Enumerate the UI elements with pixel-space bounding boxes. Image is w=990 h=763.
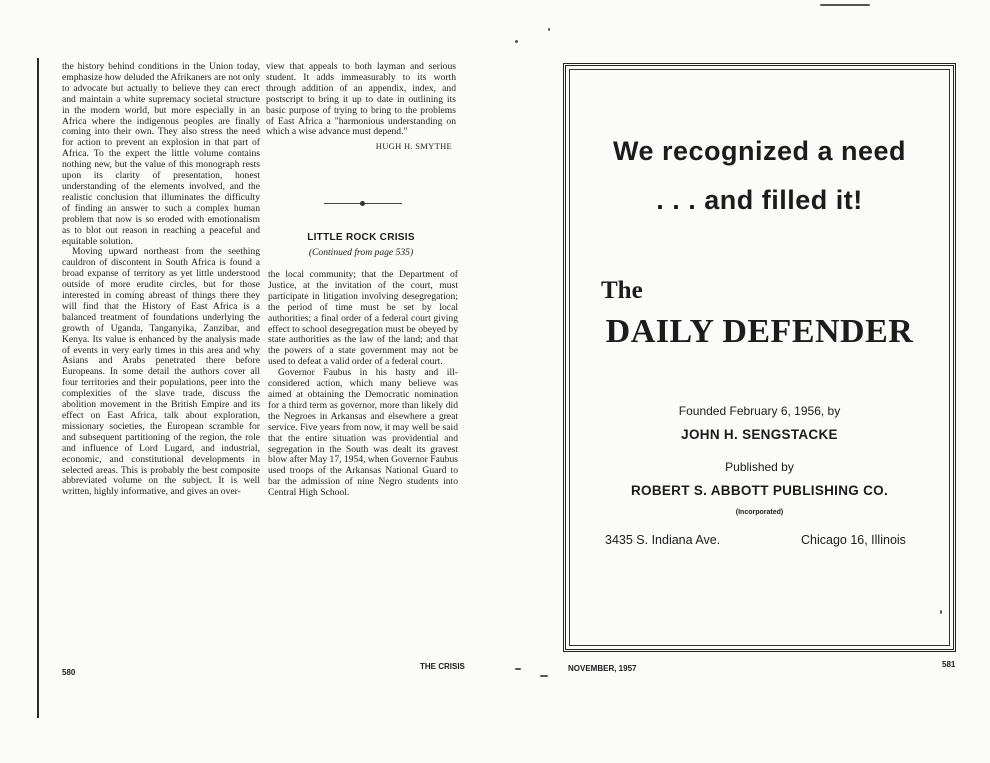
ad-incorporated: (Incorporated): [735, 509, 784, 516]
review-signature: HUGH H. SMYTHE: [375, 141, 452, 152]
scan-speck: [548, 28, 550, 31]
scan-speck: [515, 668, 521, 670]
ad-the: The: [601, 277, 643, 304]
paragraph: Moving upward northeast from the seething cauldron of discontent in South Africa is found a broad expanse of territory as yet little understood outside of more erudite circles, but for those interested in coming abreast of things there they will find that the History of East Africa is a balanced treatment of foundations underlying the growth of Uganda, Tanganyika, Zanzibar, and Kenya. Its value is enhanced by the analysis made of events in very early times in this area and why Asians and Arabs penetrated there before Europeans. In some detail the authors cover all four territories and their populations, peer into the complexities of the slave trade, discuss the abolition movement in the British Empire and its effect on East Africa, talk about exploration, missionary societies, the European scramble for and subsequent partitioning of the region, the role and influence of Lord Lugard, and industrial, economic, and constitutional developments in selected areas. This is probably the best composite abbreviated volume on the subject. It is well written, highly informative, and gives an over-: [62, 246, 260, 498]
ad-founded-line: Founded February 6, 1956, by: [678, 404, 841, 418]
left-page-number: 580: [62, 668, 76, 677]
middle-column-article: [268, 270, 458, 499]
ad-paper-name: DAILY DEFENDER: [605, 313, 914, 350]
paragraph: the local community; that the Department of Justice, at the invitation of the court, must participate in litigation involving desegregation; the period of time must be set by local authorities; a final order of a federal court giving effect to school desegregation must be obeyed by state authorities as the law of the land; and that the powers of a state government may not be used to defeat a valid order of a federal court.: [268, 269, 458, 368]
date-line: NOVEMBER, 1957: [568, 664, 637, 673]
scan-speck: [940, 610, 942, 614]
middle-column-top: [266, 62, 456, 152]
ad-headline-line-2: . . . and filled it!: [656, 185, 863, 215]
ad-address: 3435 S. Indiana Ave.: [605, 533, 721, 547]
running-title: THE CRISIS: [420, 662, 465, 671]
scan-speck: [820, 4, 870, 6]
paragraph: Governor Faubus in his hasty and ill-considered action, which many believe was aimed at obtaining the Democratic nomination for a third term as governor, more than likely did the Negroes in Arkansas and elsewhere a great service. Five years from now, it may well be said that the entire situation was providential and segregation in the South was dealt its gravest blow after May 17, 1954, when Governor Faubus used troops of the Arkansas National Guard to bar the admission of nine Negro students into Central High School.: [268, 367, 458, 499]
right-page-number: 581: [942, 660, 956, 669]
section-divider-ornament: [360, 201, 365, 206]
scan-speck: [515, 40, 518, 43]
left-column: [62, 62, 260, 498]
left-binding-mark: [37, 58, 39, 718]
ad-founder: JOHN H. SENGSTACKE: [681, 427, 838, 442]
ad-city: Chicago 16, Illinois: [801, 533, 906, 547]
scan-speck: [540, 675, 548, 677]
ad-headline-line-1: We recognized a need: [612, 136, 907, 166]
article-continued-note: (Continued from page 535): [308, 247, 414, 258]
ad-published-by: Published by: [725, 460, 794, 474]
ad-publisher: ROBERT S. ABBOTT PUBLISHING CO.: [630, 483, 889, 498]
article-title: LITTLE ROCK CRISIS: [307, 232, 415, 243]
paragraph: the history behind conditions in the Union today, emphasize how deluded the Afrikaners are not only to advocate but actually to believe they can erect and maintain a white supremacy societal structure in the modern world, but more especially in an Africa where the indigenous peoples are finally coming into their own. They also stress the need for action to prevent an explosion in that part of Africa. To the expert the little volume contains nothing new, but the value of this monograph rests upon its clarity of presentation, honest understanding of the elements involved, and the realistic conclusion that illuminates the difficulty of finding an answer to such a complex human problem that now is so eroded with emotionalism as to blot out reason in reaching a peaceful and equitable solution.: [62, 61, 260, 247]
paragraph: view that appeals to both layman and serious student. It adds immeasurably to its worth through addition of an appendix, index, and postscript to bring it up to date in outlining its basic purpose of trying to bring to the problems of East Africa a "harmonious understanding on which a wise advance must depend.": [266, 61, 456, 138]
